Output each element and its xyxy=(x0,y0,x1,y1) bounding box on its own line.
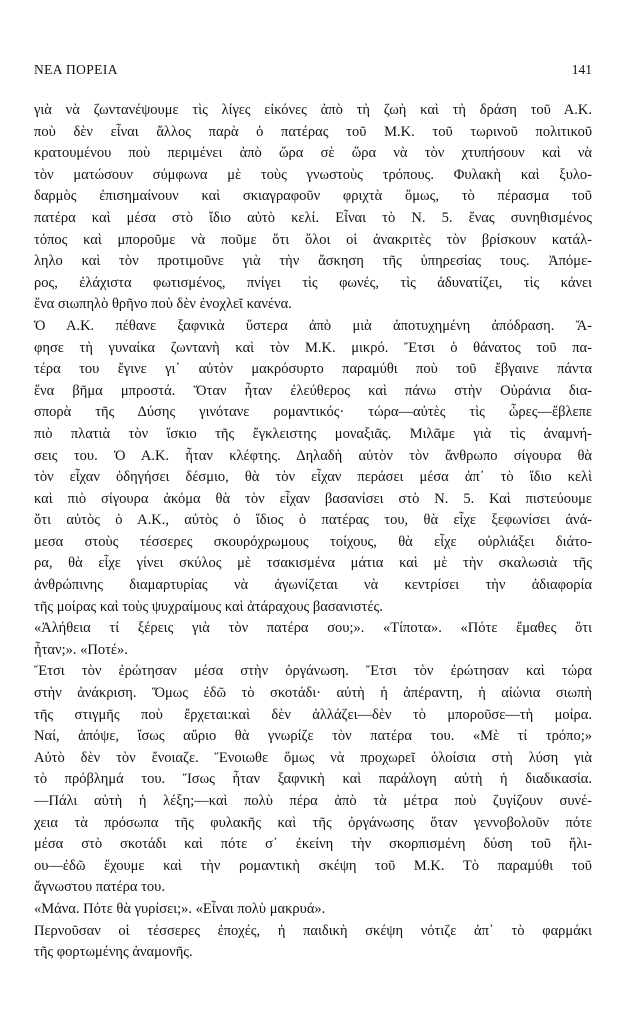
text-line: ἕνα σιωπηλὸ θρῆνο ποὺ δὲν ἐνοχλεῖ κανένα. xyxy=(34,296,292,313)
text-line: μέσα στὸ σκοτάδι καὶ πότε σ᾽ ἐκείνη τὴν σκορπισμένη δύση τοῦ ἥλι- xyxy=(34,836,592,853)
text-line: ὅτι αὐτὸς ὁ Α.Κ., αὐτὸς ὁ ἴδιος ὁ πατέρας του, θὰ εἶχε ξεφωνίσει ἀνά- xyxy=(34,512,592,529)
text-line: ου—ἐδῶ ἔχουμε καὶ τὴν ρομαντικὴ σκέψη τοῦ Μ.Κ. Τὸ παραμύθι τοῦ xyxy=(34,857,592,874)
text-line: τὸν εἶχαν ὁδηγήσει δέσμιο, θὰ τὸν εἶχαν περάσει μέσα ἀπ᾽ τὸ ἴδιο κελὶ xyxy=(34,469,592,486)
text-line: ἀνθρώπινης διαμαρτυρίας νὰ ἀγωνίζεται νὰ κεντρίσει τὴν ἀδιαφορία xyxy=(34,577,592,594)
text-line: μεσα στοὺς τέσσερες σκουρόχρωμους τοίχους, θὰ εἶχε οὐρλιάξει διάτο- xyxy=(34,533,592,550)
text-line: τῆς φορτωμένης ἀναμονῆς. xyxy=(34,944,193,961)
text-line: κρατουμένου ποὺ περιμένει ἀπὸ ὥρα σὲ ὥρα νὰ τὸν χτυπήσουν καὶ νὰ xyxy=(34,145,592,162)
text-line: ἕνα βῆμα μπροστά. Ὅταν ἦταν ἐλεύθερος καὶ πάνω στὴν Οὐράνια δια- xyxy=(34,382,592,399)
text-line: ἄγνωστου πατέρα του. xyxy=(34,879,165,896)
text-line: σπορὰ τῆς Δύσης γινότανε ρομαντικός· τώρα—αὐτὲς τὶς ὧρες—ἔβλεπε xyxy=(34,404,592,421)
text-line: Ἔτσι τὸν ἐρώτησαν μέσα στὴν ὀργάνωση. Ἔτσι τὸν ἐρώτησαν καὶ τώρα xyxy=(34,663,592,680)
text-line: τὸν ματώσουν σύμφωνα μὲ τοὺς γνωστοὺς τρόπους. Φυλακὴ καὶ ξυλο- xyxy=(34,166,592,183)
text-line: δαρμὸς ἐπισημαίνουν καὶ σκιαγραφοῦν φριχτὰ ὅμως, τὸ πέρασμα τοῦ xyxy=(34,188,592,205)
body-text xyxy=(34,100,592,964)
running-title: ΝΕΑ ΠΟΡΕΙΑ xyxy=(34,62,118,77)
text-line: πατέρα καὶ μέσα στὸ ἴδιο αὐτὸ κελί. Εἶναι τὸ Ν. 5. ἕνας συνηθισμένος xyxy=(34,209,592,226)
text-line: τόπος καὶ μποροῦμε νὰ ποῦμε ὅτι ὅλοι οἱ ἀνακριτὲς τὸν βρίσκουν κατάλ- xyxy=(34,231,592,248)
text-line: γιὰ νὰ ζωντανέψουμε τὶς λίγες εἰκόνες ἀπὸ τὴ ζωὴ καὶ τὴ δράση τοῦ Α.Κ. xyxy=(34,102,592,118)
text-line: σεις του. Ὁ Α.Κ. ἦταν κλέφτης. Δηλαδὴ αὐτὸν τὸν ἄνθρωπο σίγουρα θὰ xyxy=(34,447,592,464)
text-line: «Ἀλήθεια τί ξέρεις γιὰ τὸν πατέρα σου;». «Τίποτα». «Πότε ἔμαθες ὅτι xyxy=(34,620,592,637)
text-line: Ναί, ἀπόψε, ἴσως αὔριο θὰ γνωρίζε τὸν πατέρα του. «Μὲ τί τρόπο;» xyxy=(34,728,592,745)
text-line: τέρα του ἔγινε γι᾽ αὐτὸν μακρόσυρτο παραμύθι ποὺ τοῦ ἔβγαινε πάντα xyxy=(34,361,592,378)
text-line: «Μάνα. Πότε θὰ γυρίσει;». «Εἶναι πολὺ μακρυά». xyxy=(34,900,326,917)
text-line: Περνοῦσαν οἱ τέσσερες ἐποχές, ἡ παιδικὴ σκέψη νότιζε ἀπ᾽ τὸ φαρμάκι xyxy=(34,922,592,939)
page-number: 141 xyxy=(571,62,592,77)
text-line: στὴν ἀνάκριση. Ὅμως ἐδῶ τὸ σκοτάδι· αὐτὴ ἡ ἀπέραντη, ἡ αἰώνια σιωπὴ xyxy=(34,685,592,702)
text-line: Ὁ Α.Κ. πέθανε ξαφνικὰ ὕστερα ἀπὸ μιὰ ἀποτυχημένη ἀπόδραση. Ἄ- xyxy=(34,317,592,334)
text-line: τὸ πρόβλημά του. Ἴσως ἦταν ξαφνικὴ καὶ παράλογη αὐτὴ ἡ διαδικασία. xyxy=(34,771,592,788)
text-line: ληλο καὶ τὸν προτιμοῦνε γιὰ τὴν ἄσκηση τῆς ὑπηρεσίας τους. Ἀπόμε- xyxy=(34,253,592,270)
text-line: ρος, ἐλάχιστα φωτισμένος, πνίγει τὶς φωνές, τὶς ἀδυνατίζει, τὶς κάνει xyxy=(34,274,592,291)
text-line: φησε τὴ γυναίκα ζωντανὴ καὶ τὸν Μ.Κ. μικρό. Ἔτσι ὁ θάνατος τοῦ πα- xyxy=(34,339,592,356)
text-line: ρα, θὰ εἶχε γίνει σκύλος μὲ τσακισμένα μάτια καὶ μὲ τὴν σκαλωσιὰ τῆς xyxy=(34,555,592,572)
text-line: χεια τὰ πρόσωπα τῆς φυλακῆς καὶ τῆς ὀργάνωσης ὅταν γεννοβολοῦν πότε xyxy=(34,814,592,831)
text-line: τῆς μοίρας καὶ τοὺς ψυχραίμους καὶ ἀτάραχους βασανιστές. xyxy=(34,598,383,615)
text-line: Αὐτὸ δὲν τὸν ἔνοιαζε. Ἔνοιωθε ὅμως νὰ προχωρεῖ ὁλοίσια στὴ λύση γιὰ xyxy=(34,749,592,766)
text-line: πιὸ πλατιὰ τὸν ἴσκιο τῆς ἔγκλειστης μοναξιᾶς. Μιλᾶμε γιὰ τὶς ἀναμνή- xyxy=(34,425,592,442)
text-line: —Πάλι αὐτὴ ἡ λέξη;—καὶ πολὺ πέρα ἀπὸ τὰ μέτρα ποὺ ζυγίζουν συνέ- xyxy=(34,793,592,809)
text-line: ἦταν;». «Ποτέ». xyxy=(34,641,128,658)
text-line: τῆς στιγμῆς ποὺ ἔρχεται:καὶ δὲν ἀλλάζει—δὲν τὸ μποροῦσε—τὴ μοίρα. xyxy=(34,706,592,723)
text-line: ποὺ δὲν εἶναι ἄλλος παρὰ ὁ πατέρας τοῦ Μ.Κ. τοῦ τωρινοῦ πολιτικοῦ xyxy=(34,123,592,140)
text-line: καὶ πιὸ σίγουρα ἀκόμα θὰ τὸν εἶχαν βασανίσει στὸ Ν. 5. Καὶ πιστεύουμε xyxy=(34,490,592,507)
